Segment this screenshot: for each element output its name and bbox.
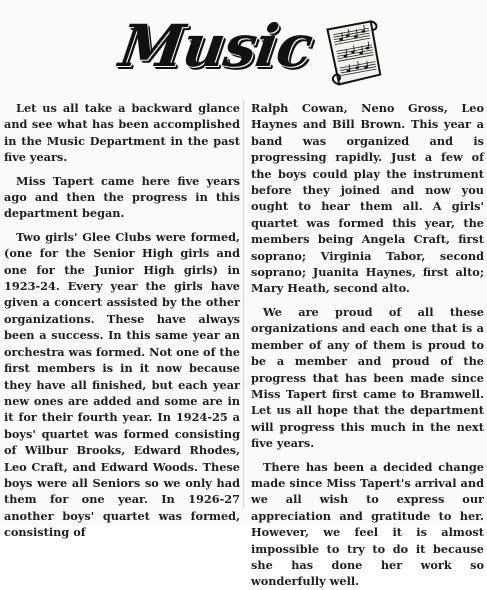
article-paragraph: Let us all take a backward glance and see what has been accomplished in the Music Department in the past five years. <box>4 101 240 165</box>
masthead-title: Music <box>115 12 317 80</box>
article-paragraph: Miss Tapert came here five years ago and then the progress in this department began. <box>4 173 240 221</box>
article-left-column <box>4 100 240 541</box>
article-paragraph: Two girls' Glee Clubs were formed, (one for the Senior High girls and one for the Junior High girls) in 1923-24. Every year the girls have given a concert assisted by the other organizations. These have always been a success. In this same year an orchestra was formed. Not one of the first members is in it now because they have all finished, but each year new ones are added and some are in it for their fourth year. In 1924-25 a boys' quartet was formed consisting of Wilbur Brooks, Edward Rhodes, Leo Craft, and Edward Woods. These boys were all Seniors so we only had them for one year. In 1926-27 another boys' quartet was formed, consisting of <box>4 229 240 540</box>
sheet-music-icon <box>325 20 383 86</box>
article-right-column <box>251 100 484 590</box>
masthead <box>115 6 390 86</box>
article-paragraph: Ralph Cowan, Neno Gross, Leo Haynes and Bill Brown. This year a band was organized and is progressing rapidly. Just a few of the boys could play the instrument before they joined and now you ought to hear them all. A girls' quartet was formed this year, the members being Angela Craft, first soprano; Virginia Tabor, second soprano; Juanita Haynes, first alto; Mary Heath, second alto. <box>251 101 484 296</box>
article-paragraph: There has been a decided change made since Miss Tapert's arrival and we all wish to express our appreciation and gratitude to her. However, we feel it is almost impossible to try to do it because she has done her work so wonderfully well. <box>251 459 484 589</box>
column-divider <box>243 100 244 508</box>
article-paragraph: We are proud of all these organizations and each one that is a member of any of them is proud to be a member and proud of the progress that has been made since Miss Tapert first came to Bramwell. Let us all hope that the department will progress this much in the next five years. <box>251 304 484 451</box>
